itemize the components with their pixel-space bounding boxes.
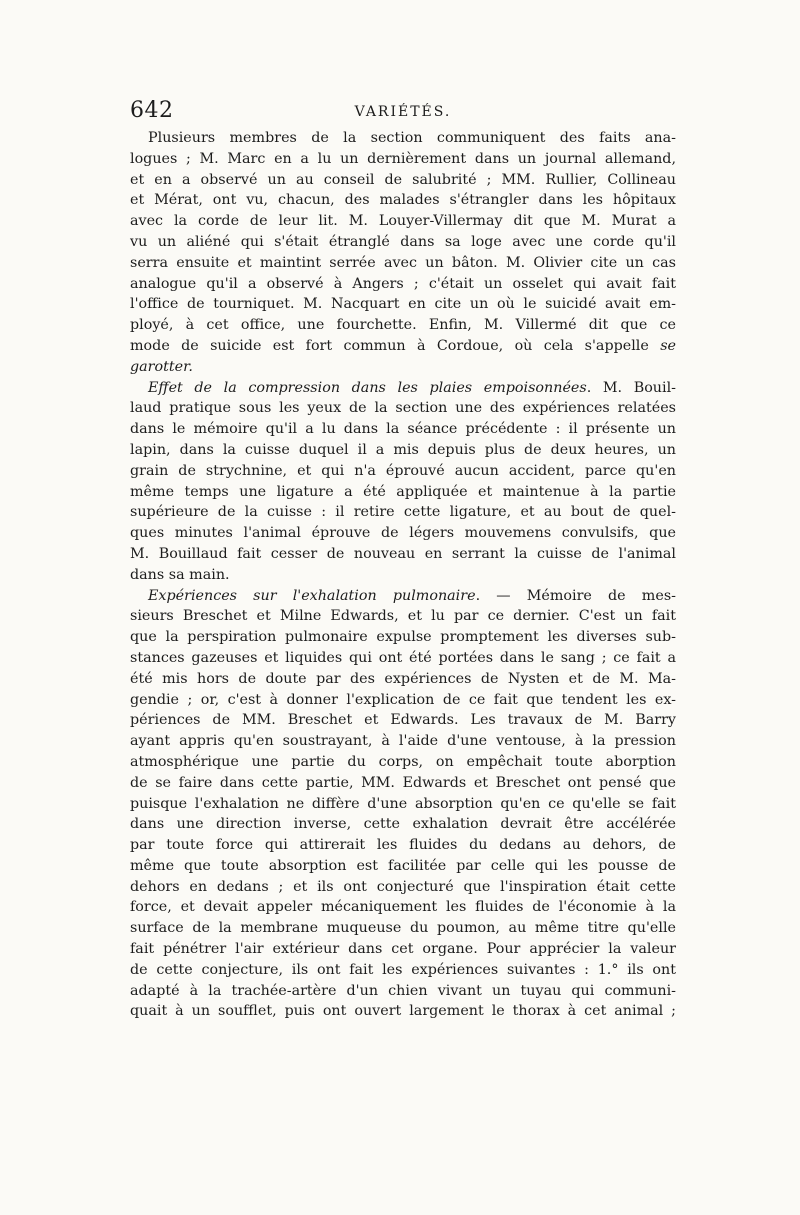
text-line: logues ; M. Marc en a lu un dernièrement dans un journal allemand, [130, 150, 676, 167]
text-line: même que toute absorption est facilitée par celle qui les pousse de [130, 857, 676, 874]
text-line: serra ensuite et maintint serrée avec un bâton. M. Olivier cite un cas [130, 254, 676, 271]
italic-heading: Effet de la compression dans les plaies empoisonnées [148, 379, 587, 396]
italic-word: garotter. [130, 358, 193, 375]
text-line: gendie ; or, c'est à donner l'explication de ce fait que tendent les ex- [130, 691, 676, 708]
running-title: VARIÉTÉS. [354, 104, 452, 120]
text-line: grain de strychnine, et qui n'a éprouvé aucun accident, parce qu'en [130, 462, 676, 479]
text-line: dans sa main. [130, 566, 230, 583]
text-line: dehors en dedans ; et ils ont conjecturé que l'inspiration était cette [130, 878, 676, 895]
italic-heading: Expériences sur l'exhalation pulmonaire [148, 587, 476, 604]
text-line: force, et devait appeler mécaniquement les fluides de l'économie à la [130, 899, 676, 916]
text-line: lapin, dans la cuisse duquel il a mis depuis plus de deux heures, un [130, 441, 676, 458]
text-line: sieurs Breschet et Milne Edwards, et lu par ce dernier. C'est un fait [130, 608, 676, 625]
text-line: ayant appris qu'en soustrayant, à l'aide d'une ventouse, à la pression [130, 733, 676, 750]
text-line: vu un aliéné qui s'était étranglé dans sa loge avec une corde qu'il [130, 233, 676, 250]
text-line: dans le mémoire qu'il a lu dans la séance précédente : il présente un [130, 421, 676, 438]
text-line: par toute force qui attirerait les fluides du dedans au dehors, de [130, 837, 676, 854]
text-line: été mis hors de doute par des expériences de Nysten et de M. Ma- [130, 670, 676, 687]
text-line: analogue qu'il a observé à Angers ; c'était un osselet qui avait fait [130, 275, 676, 292]
text-line: M. Bouillaud fait cesser de nouveau en serrant la cuisse de l'animal [130, 545, 676, 562]
text-line: laud pratique sous les yeux de la section une des expériences relatées [130, 400, 676, 417]
text-line: surface de la membrane muqueuse du poumon, au même titre qu'elle [130, 920, 676, 937]
text-line [130, 357, 676, 378]
text-line: adapté à la trachée-artère d'un chien vivant un tuyau qui communi- [130, 982, 676, 999]
text-line: même temps une ligature a été appliquée et maintenue à la partie [130, 483, 676, 500]
page-number: 642 [130, 98, 174, 123]
text-line: dans une direction inverse, cette exhalation devrait être accélérée [130, 816, 676, 833]
text-line: ployé, à cet office, une fourchette. Enfin, M. Villermé dit que ce [130, 317, 676, 334]
text-line: et en a observé un au conseil de salubrité ; MM. Rullier, Collineau [130, 171, 676, 188]
italic-word: se [660, 337, 676, 354]
text-line: que la perspiration pulmonaire expulse promptement les diverses sub- [130, 629, 676, 646]
text-line: fait pénétrer l'air extérieur dans cet organe. Pour apprécier la valeur [130, 941, 676, 958]
text-line: de se faire dans cette partie, MM. Edwards et Breschet ont pensé que [130, 774, 676, 791]
text-line: stances gazeuses et liquides qui ont été portées dans le sang ; ce fait a [130, 649, 676, 666]
text-line: mode de suicide est fort commun à Cordoue, où cela s'appelle se [130, 337, 676, 354]
text-line: ques minutes l'animal éprouve de légers mouvemens convulsifs, que [130, 525, 676, 542]
text-line: Effet de la compression dans les plaies empoisonnées. M. Bouil- [148, 379, 676, 396]
page-header [130, 98, 676, 124]
text-line: l'office de tourniquet. M. Nacquart en cite un où le suicidé avait em- [130, 296, 676, 313]
text-line: et Mérat, ont vu, chacun, des malades s'étrangler dans les hôpitaux [130, 192, 676, 209]
text-line: de cette conjecture, ils ont fait les expériences suivantes : 1.° ils ont [130, 961, 676, 978]
text-line: périences de MM. Breschet et Edwards. Les travaux de M. Barry [130, 712, 676, 729]
text-line: atmosphérique une partie du corps, on empêchait toute aborption [130, 753, 676, 770]
text-line: avec la corde de leur lit. M. Louyer-Villermay dit que M. Murat a [130, 213, 676, 230]
text-line: Expériences sur l'exhalation pulmonaire. — Mémoire de mes- [148, 587, 676, 604]
text-line: supérieure de la cuisse : il retire cette ligature, et au bout de quel- [130, 504, 676, 521]
text-line: Plusieurs membres de la section communiquent des faits ana- [148, 130, 676, 146]
text-line: quait à un soufflet, puis ont ouvert largement le thorax à cet animal ; [130, 1003, 676, 1020]
text-line: puisque l'exhalation ne diffère d'une absorption qu'en ce qu'elle se fait [130, 795, 676, 812]
body-text [130, 128, 676, 1022]
